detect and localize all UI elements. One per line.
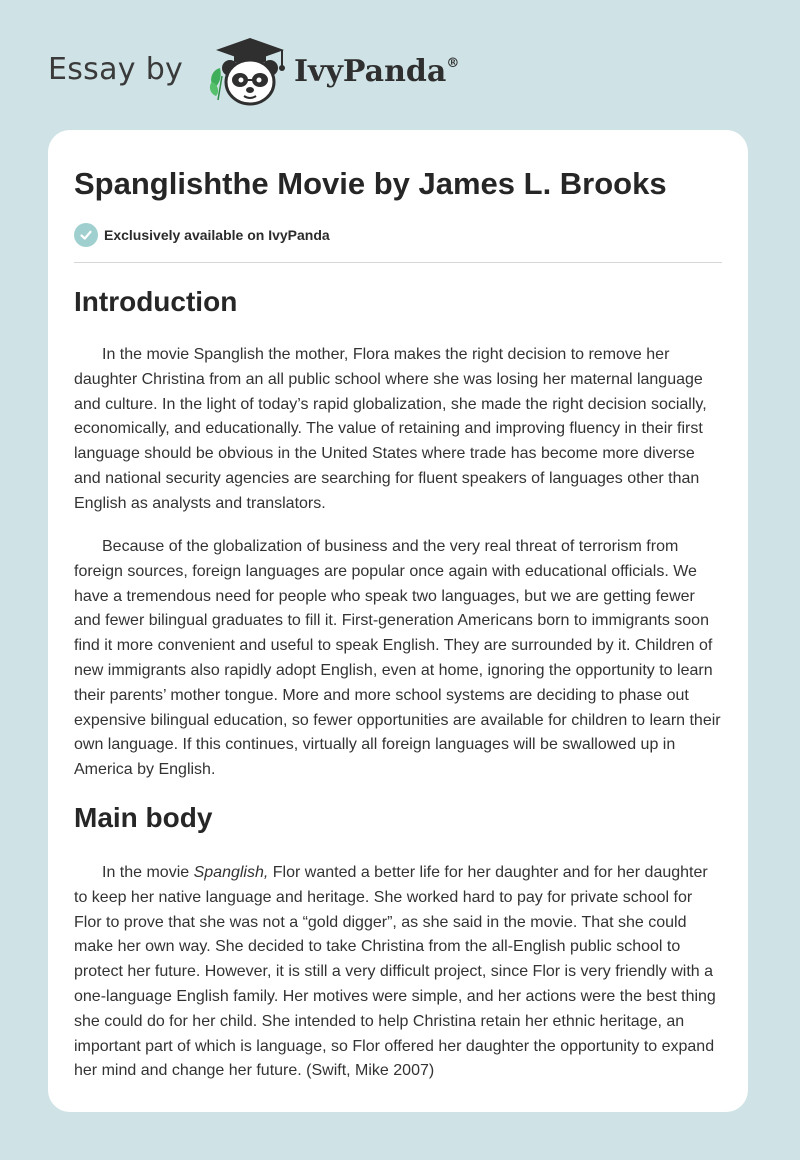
panda-graduate-icon[interactable]	[206, 36, 288, 108]
paragraph-text-start: In the movie	[102, 864, 194, 881]
registered-mark: ®	[446, 56, 460, 71]
brand-logo-text[interactable]	[294, 54, 459, 89]
paragraph-intro-2: Because of the globalization of business and the very real threat of terrorism from foreign sources, foreign languages are popular once again with educational officials. We have a tremendous need for people who speak two languages, but we are getting fewer and fewer bilingual graduates to fill it. First-generation Americans born to immigrants soon find it more convenient and useful to speak English. They are surrounded by it. Children of new immigrants also rapidly adopt English, even at home, ignoring the opportunity to learn their parents’ mother tongue. More and more school systems are deciding to phase out expensive bilingual education, so fewer opportunities are available for children to learn their own language. If this continues, virtually all foreign languages will be swallowed up in America by English.	[74, 538, 721, 779]
essay-by-label: Essay by	[48, 52, 184, 87]
brand-name: IvyPanda	[294, 54, 447, 89]
exclusive-label: Exclusively available on IvyPanda	[104, 227, 330, 243]
paragraph-intro-1: In the movie Spanglish the mother, Flora makes the right decision to remove her daughter Christina from an all public school where she was losing her maternal language and culture. In the light of today’s rapid globalization, she made the right decision socially, economically, and educationally. The value of retaining and improving fluency in their first language should be obvious in the United States where trade has become more diverse and national security agencies are searching for fluent speakers of languages other than English as analysts and translators.	[74, 346, 707, 512]
essay-card	[48, 130, 748, 1112]
paragraph-main-body-1	[74, 861, 724, 1084]
check-circle-icon	[74, 223, 98, 247]
page-title: Spanglishthe Movie by James L. Brooks	[74, 166, 667, 201]
site-header	[48, 36, 752, 108]
divider	[74, 262, 722, 263]
section-heading-introduction: Introduction	[74, 286, 238, 317]
paragraph-text-rest: Flor wanted a better life for her daughter and for her daughter to keep her native language and heritage. She worked hard to pay for private school for Flor to prove that she was not a “gold digger”, as she said in the movie. That she could make her own way. She decided to take Christina from the all-English public school to protect her future. However, it is still a very difficult project, since Flor is very friendly with a one-language English family. Her motives were simple, and her actions were the best thing she could do for her child. She intended to help Christina retain her ethnic heritage, an important part of which is language, so Flor offered her daughter the opportunity to expand her mind and change her future. (Swift, Mike 2007)	[74, 864, 716, 1080]
exclusive-badge	[74, 222, 330, 248]
movie-title-italic: Spanglish,	[193, 864, 269, 881]
section-heading-main-body: Main body	[74, 802, 213, 833]
